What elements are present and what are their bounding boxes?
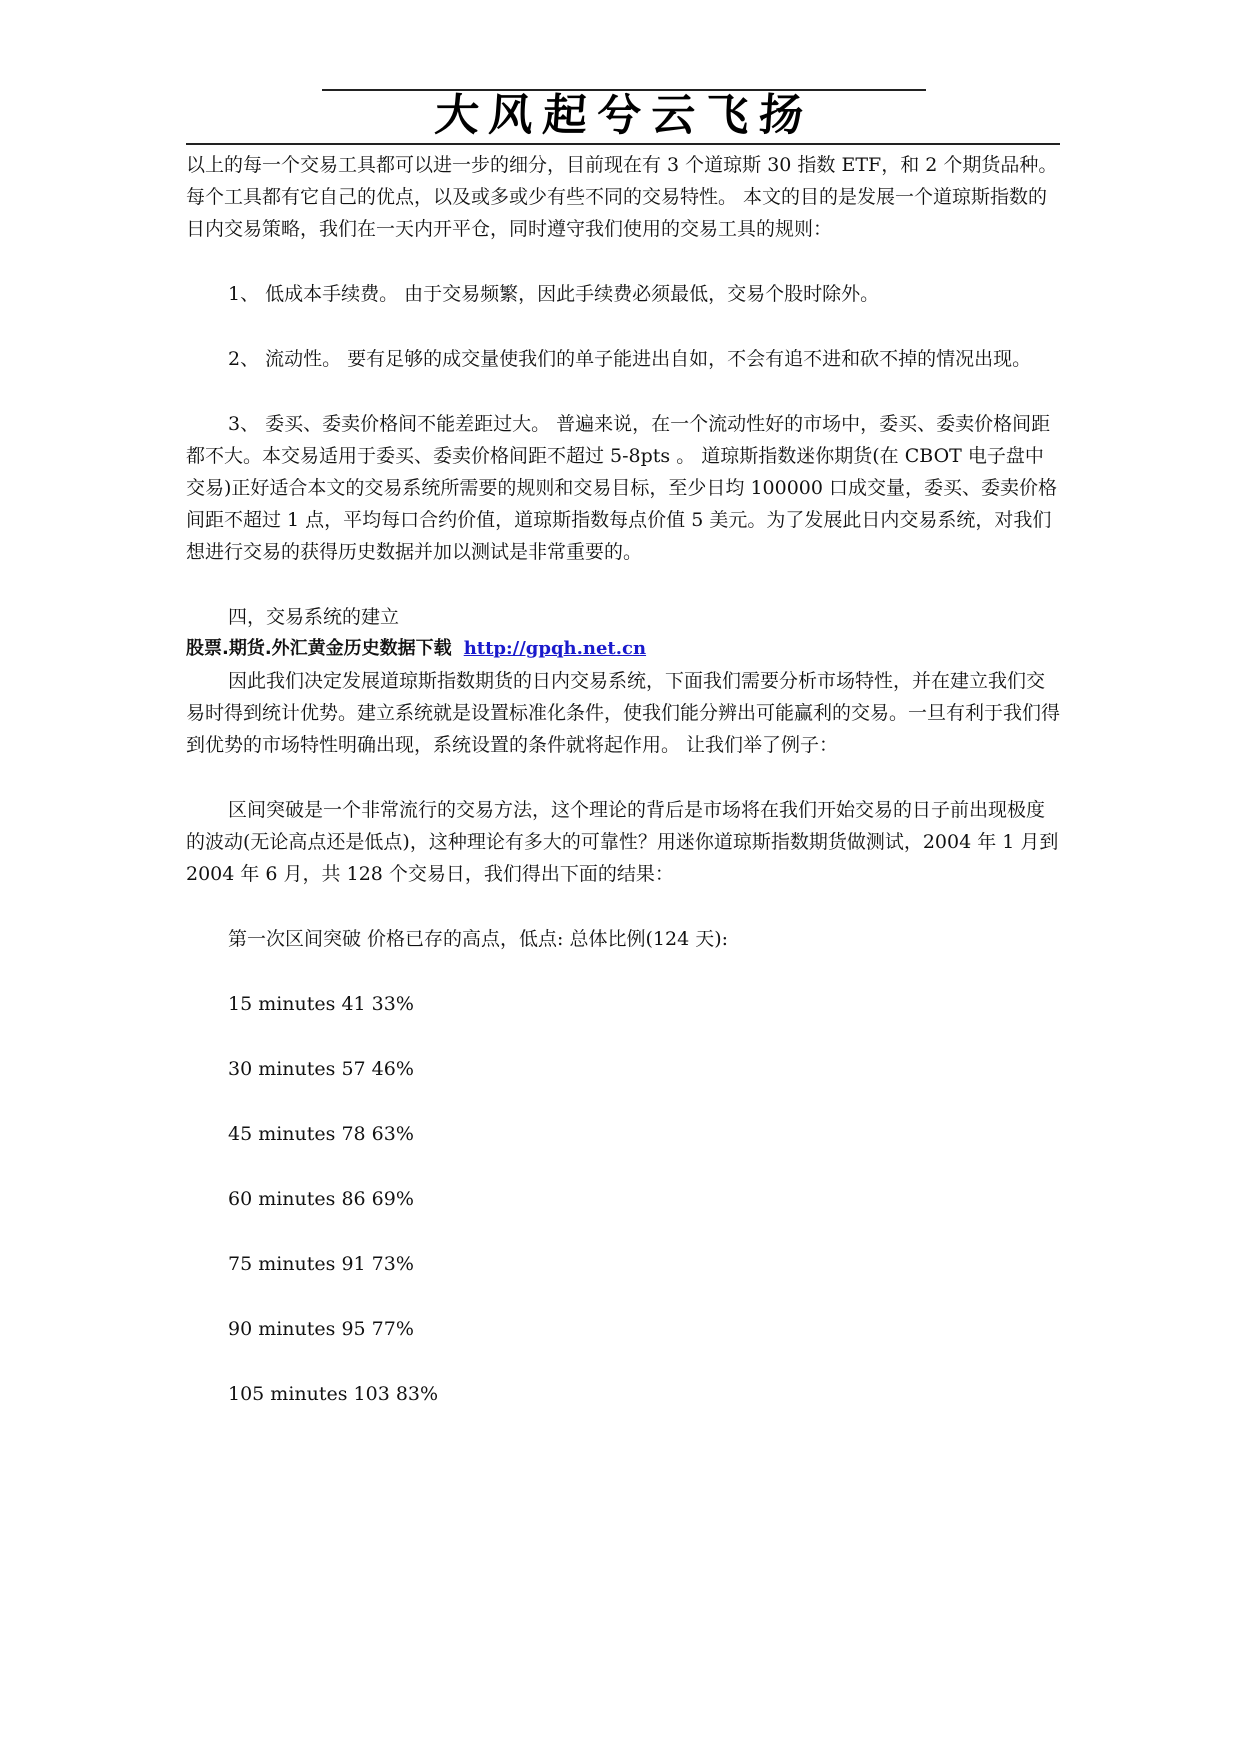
result-line: 15 minutes 41 33% <box>228 993 414 1015</box>
result-line: 60 minutes 86 69% <box>228 1188 414 1210</box>
paragraph-intro: 以上的每一个交易工具都可以进一步的细分，目前现在有 3 个道琼斯 30 指数 ETF，和 2 个期货品种。每个工具都有它自己的优点，以及或多或少有些不同的交易特性。 本文的目的是发展一个道琼斯指数的日内交易策略，我们在一天内开平仓，同时遵守我们使用的交易工具的规则： <box>186 154 1058 240</box>
result-line: 105 minutes 103 83% <box>228 1383 439 1405</box>
paragraph-rule-1: 1、 低成本手续费。 由于交易频繁，因此手续费必须最低，交易个股时除外。 <box>228 283 880 305</box>
promo-link[interactable]: http://gpqh.net.cn <box>463 638 647 659</box>
paragraph-rule-2: 2、 流动性。 要有足够的成交量使我们的单子能进出自如，不会有追不进和砍不掉的情况出现。 <box>228 348 1032 370</box>
paragraph-breakout: 区间突破是一个非常流行的交易方法，这个理论的背后是市场将在我们开始交易的日子前出现极度的波动(无论高点还是低点)，这种理论有多大的可靠性？用迷你道琼斯指数期货做测试，2004 年 1 月到 2004 年 6 月，共 128 个交易日，我们得出下面的结果： <box>186 799 1059 885</box>
document-body <box>186 149 1060 1410</box>
result-line: 90 minutes 95 77% <box>228 1318 414 1340</box>
section-heading-4: 四，交易系统的建立 <box>228 606 400 628</box>
result-line: 75 minutes 91 73% <box>228 1253 414 1275</box>
result-line: 45 minutes 78 63% <box>228 1123 414 1145</box>
header-bottom-rule <box>186 143 1060 145</box>
results-heading: 第一次区间突破 价格已存的高点，低点: 总体比例(124 天): <box>228 928 729 950</box>
header-title: 大风起兮云飞扬 <box>433 90 815 141</box>
paragraph-rule-3: 3、 委买、委卖价格间不能差距过大。 普遍来说，在一个流动性好的市场中，委买、委卖价格间距都不大。本交易适用于委买、委卖价格间距不超过 5-8pts 。 道琼斯指数迷你期货(在 CBOT 电子盘中交易)正好适合本文的交易系统所需要的规则和交易目标，至少日均 100000 口成交量，委买、委卖价格间距不超过 1 点，平均每口合约价值，道琼斯指数每点价值 5 美元。为了发展此日内交易系统，对我们想进行交易的获得历史数据并加以测试是非常重要的。 <box>186 413 1058 563</box>
result-line: 30 minutes 57 46% <box>228 1058 414 1080</box>
promo-text: 股票.期货.外汇黄金历史数据下载 <box>186 638 452 659</box>
promo-line <box>186 633 1060 665</box>
paragraph-system: 因此我们决定发展道琼斯指数期货的日内交易系统，下面我们需要分析市场特性，并在建立我们交易时得到统计优势。建立系统就是设置标准化条件，使我们能分辨出可能赢利的交易。一旦有利于我们得到优势的市场特性明确出现，系统设置的条件就将起作用。 让我们举了例子： <box>186 670 1061 756</box>
